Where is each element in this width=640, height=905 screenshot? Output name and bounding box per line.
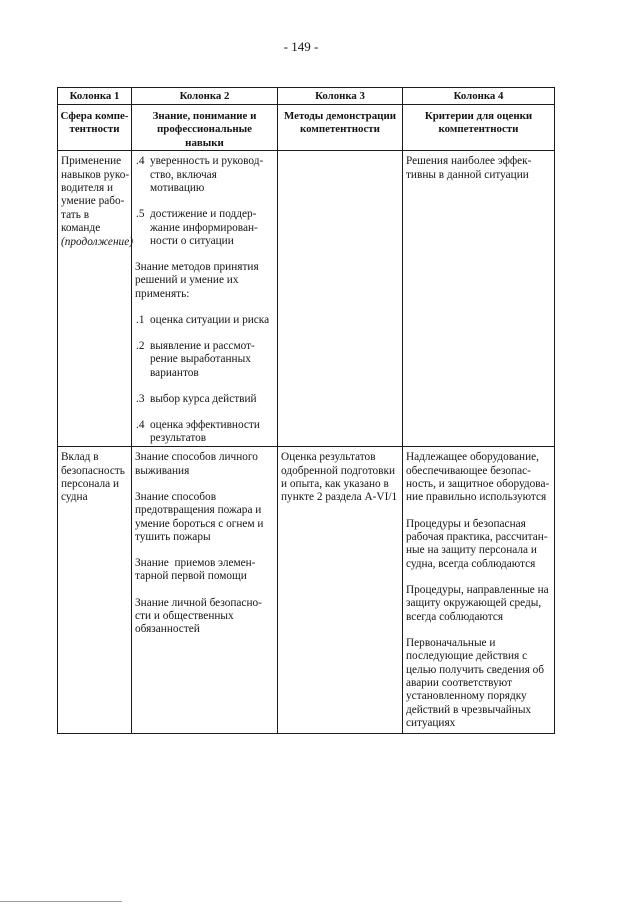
- column-title-row: [58, 105, 555, 151]
- column-4-title: Критерии для оценки компетентности: [403, 105, 555, 151]
- criteria-paragraph: Первоначальные и последующие действия с целью получить сведения об аварии соответствуют установленному порядку действий в чрезвычайных ситуациях: [406, 636, 545, 730]
- competence-cell: [58, 447, 132, 734]
- table-row: [58, 151, 555, 447]
- item-number: .2: [136, 340, 145, 353]
- column-1-title: Сфера компе- тентности: [58, 105, 132, 151]
- item-text: оценка эффективности результатов: [150, 419, 260, 445]
- item-text: уверенность и руковод- ство, включая мотивацию: [150, 155, 264, 195]
- column-2-title: Знание, понимание и профессиональные навыки: [132, 105, 278, 151]
- criteria-cell: [403, 151, 555, 447]
- criteria-paragraph: Решения наиболее эффек- тивны в данной ситуации: [406, 155, 532, 181]
- item-number: .3: [136, 392, 145, 405]
- column-3-title: Методы демонстрации компетентности: [278, 105, 403, 151]
- column-3-number: Колонка 3: [278, 88, 403, 105]
- criteria-cell: [403, 447, 555, 734]
- column-1-number: Колонка 1: [58, 88, 132, 105]
- item-text: выбор курса действий: [150, 392, 257, 405]
- paragraph-text: Знание методов принятия решений и умение их применять:: [135, 261, 259, 300]
- item-text: достижение и поддер- жание информирован- ности о ситуации: [150, 208, 258, 247]
- knowledge-item: [135, 314, 275, 327]
- knowledge-item: [135, 393, 275, 406]
- criteria-paragraph: Процедуры и безопасная рабочая практика, рассчитан- ные на защиту персонала и судна, всегда соблюдаются: [406, 517, 548, 570]
- item-text: оценка ситуации и риска: [150, 313, 270, 326]
- knowledge-paragraph: Знание способов предотвращения пожара и умение бороться с огнем и тушить пожары: [135, 490, 264, 543]
- competence-text: Применение навыков руко- водителя и умение рабо- тать в команде: [61, 155, 130, 235]
- competence-table: [57, 87, 555, 734]
- continuation-note: (продолжение): [61, 235, 133, 248]
- knowledge-paragraph: Знание приемов элемен- тарной первой помощи: [135, 557, 256, 583]
- knowledge-cell: [132, 151, 278, 447]
- item-number: .4: [136, 419, 145, 432]
- knowledge-item: [135, 419, 275, 446]
- scan-edge-rule: [0, 901, 122, 902]
- item-number: .1: [136, 313, 145, 326]
- knowledge-paragraph: Знание способов личного выживания: [135, 451, 258, 477]
- knowledge-item: [135, 208, 275, 248]
- column-4-number: Колонка 4: [403, 88, 555, 105]
- criteria-paragraph: Надлежащее оборудование, обеспечивающее безопас- ность, и защитное оборудова- ние правильно используются: [406, 451, 550, 504]
- item-text: выявление и рассмот- рение выработанных вариантов: [150, 340, 255, 379]
- item-number: .4: [136, 155, 145, 168]
- knowledge-item: [135, 340, 275, 380]
- methods-cell: [278, 447, 403, 734]
- column-number-row: [58, 88, 555, 105]
- competence-text: Вклад в безопасность персонала и судна: [61, 451, 125, 504]
- criteria-paragraph: Процедуры, направленные на защиту окружающей среды, всегда соблюдаются: [406, 583, 549, 623]
- knowledge-item: [135, 155, 275, 195]
- methods-text: Оценка результатов одобренной подготовки и опыта, как указано в пункте 2 раздела A-VI/1: [281, 451, 398, 504]
- knowledge-cell: [132, 447, 278, 734]
- knowledge-paragraph: Знание личной безопасно- сти и общественных обязанностей: [135, 596, 262, 636]
- competence-cell: [58, 151, 132, 447]
- item-number: .5: [136, 208, 145, 221]
- column-2-number: Колонка 2: [132, 88, 278, 105]
- table-row: [58, 447, 555, 734]
- knowledge-paragraph: [135, 261, 275, 301]
- page-number: - 149 -: [283, 39, 319, 54]
- methods-cell: [278, 151, 403, 447]
